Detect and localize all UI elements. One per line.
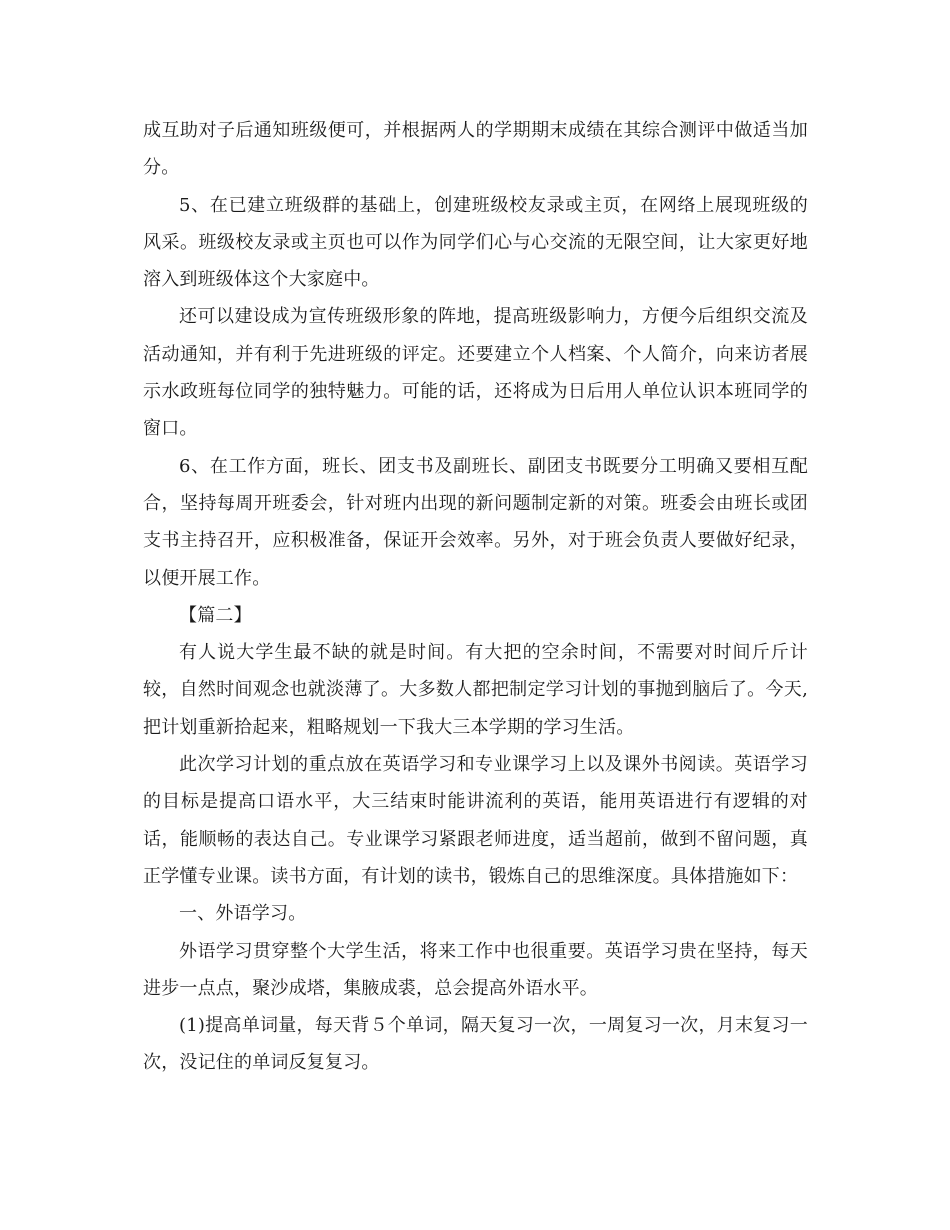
- paragraph-class-homepage: 还可以建设成为宣传班级形象的阵地，提高班级影响力，方便今后组织交流及活动通知，并有利于先进班级的评定。还要建立个人档案、个人简介，向来访者展示水政班每位同学的独特魅力。可能的话，还将成为日后用人单位认识本班同学的窗口。: [143, 306, 808, 440]
- paragraph-item-5: 5、在已建立班级群的基础上，创建班级校友录或主页，在网络上展现班级的风采。班级校友录或主页也可以作为同学们心与心交流的无限空间，让大家更好地溶入到班级体这个大家庭中。: [143, 194, 808, 291]
- paragraph-item-6: 6、在工作方面，班长、团支书及副班长、副团支书既要分工明确又要相互配合，坚持每周开班委会，针对班内出现的新问题制定新的对策。班委会由班长或团支书主持召开，应积极准备，保证开会效率。另外，对于班会负责人要做好纪录，以便开展工作。: [143, 455, 808, 589]
- subheading-foreign-language: 一、外语学习。: [179, 903, 307, 925]
- paragraph-study-plan-focus: 此次学习计划的重点放在英语学习和专业课学习上以及课外书阅读。英语学习的目标是提高口语水平，大三结束时能讲流利的英语，能用英语进行有逻辑的对话，能顺畅的表达自己。专业课学习紧跟老师进度，适当超前，做到不留问题，真正学懂专业课。读书方面，有计划的读书，锻炼自己的思维深度。具体措施如下：: [143, 754, 808, 887]
- paragraph-time-intro: 有人说大学生最不缺的就是时间。有大把的空余时间，不需要对时间斤斤计较，自然时间观念也就淡薄了。大多数人都把制定学习计划的事抛到脑后了。今天,把计划重新拾起来，粗略规划一下我大三本学期的学习生活。: [143, 642, 808, 738]
- document-page: [143, 112, 808, 1082]
- section-heading-part-two: 【篇二】: [179, 604, 252, 626]
- paragraph-foreign-language: 外语学习贯穿整个大学生活，将来工作中也很重要。英语学习贵在坚持，每天进步一点点，聚沙成塔，集腋成裘，总会提高外语水平。: [143, 940, 808, 999]
- paragraph-vocabulary-step: (1)提高单词量，每天背５个单词，隔天复习一次，一周复习一次，月末复习一次，没记住的单词反复复习。: [143, 1015, 808, 1074]
- paragraph-continuation: 成互助对子后通知班级便可，并根据两人的学期期末成绩在其综合测评中做适当加分。: [143, 120, 808, 179]
